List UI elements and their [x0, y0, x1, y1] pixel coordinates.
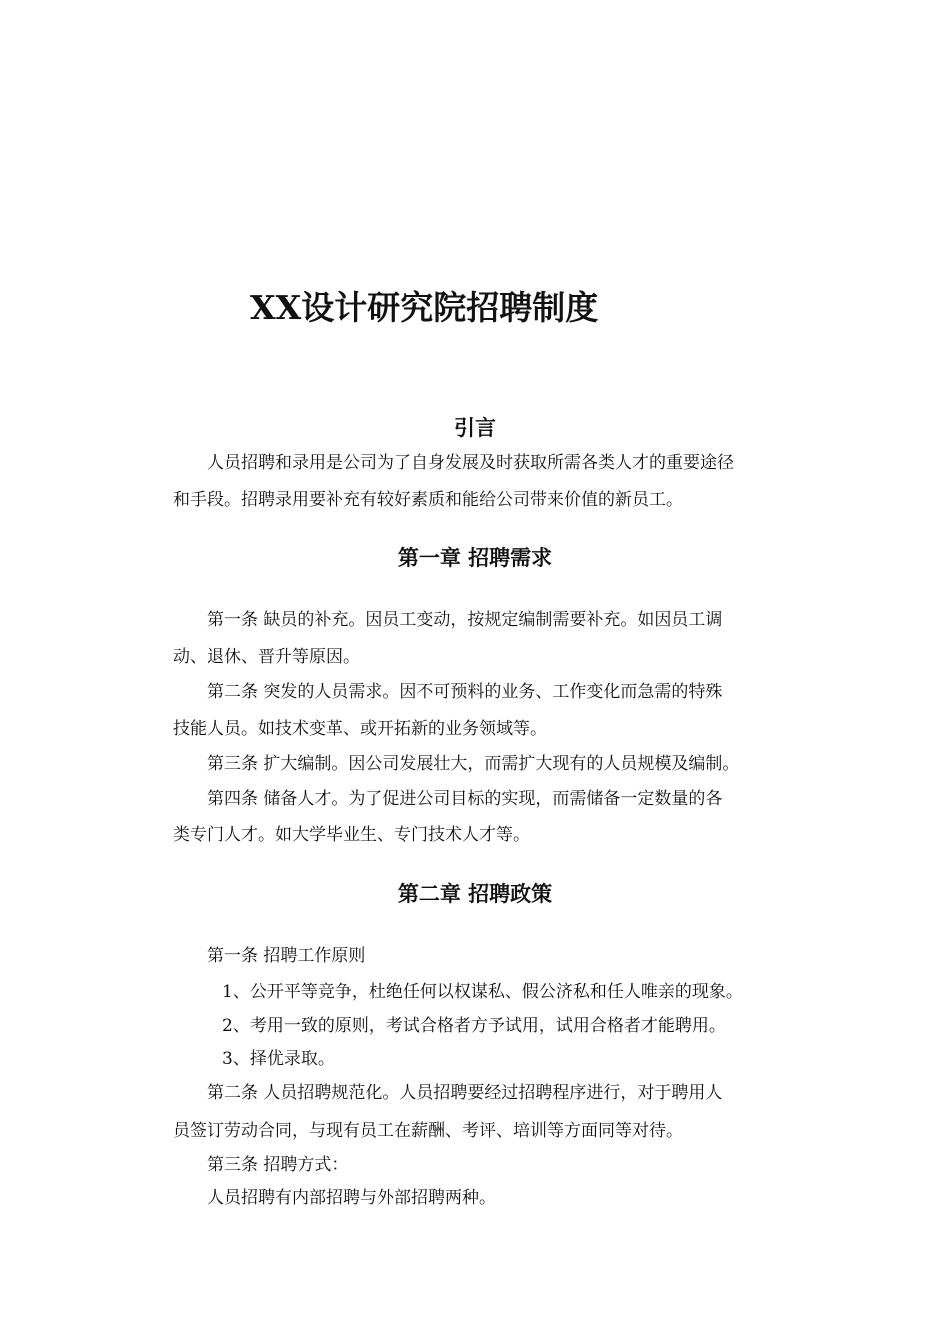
- chapter1-line: 第四条 储备人才。为了促进公司目标的实现，而需储备一定数量的各: [207, 789, 723, 809]
- chapter2-line: 第三条 招聘方式：: [207, 1155, 349, 1175]
- chapter1-line: 动、退休、晋升等原因。: [173, 647, 360, 667]
- intro-heading: 引言: [454, 415, 496, 440]
- chapter1-heading: 第一章 招聘需求: [397, 545, 553, 570]
- chapter2-line: 员签订劳动合同，与现有员工在薪酬、考评、培训等方面同等对待。: [173, 1121, 683, 1141]
- chapter1-line: 第一条 缺员的补充。因员工变动，按规定编制需要补充。如因员工调: [207, 610, 723, 630]
- chapter2-line: 第二条 人员招聘规范化。人员招聘要经过招聘程序进行，对于聘用人: [207, 1083, 723, 1103]
- chapter1-line: 类专门人才。如大学毕业生、专门技术人才等。: [173, 825, 530, 845]
- chapter2-heading: 第二章 招聘政策: [397, 881, 553, 906]
- chapter2-line: 1、公开平等竞争，杜绝任何以权谋私、假公济私和任人唯亲的现象。: [222, 982, 743, 1002]
- chapter1-line: 第三条 扩大编制。因公司发展壮大，而需扩大现有的人员规模及编制。: [207, 754, 740, 774]
- chapter1-line: 第二条 突发的人员需求。因不可预料的业务、工作变化而急需的特殊: [207, 682, 723, 702]
- chapter2-line: 第一条 招聘工作原则: [207, 946, 366, 966]
- chapter1-line: 技能人员。如技术变革、或开拓新的业务领域等。: [173, 719, 547, 739]
- document-title: XX设计研究院招聘制度: [250, 288, 599, 327]
- intro-line: 和手段。招聘录用要补充有较好素质和能给公司带来价值的新员工。: [173, 490, 683, 510]
- intro-line: 人员招聘和录用是公司为了自身发展及时获取所需各类人才的重要途径: [207, 453, 734, 473]
- chapter2-line: 人员招聘有内部招聘与外部招聘两种。: [207, 1188, 496, 1208]
- chapter2-line: 2、考用一致的原则，考试合格者方予试用，试用合格者才能聘用。: [222, 1016, 726, 1036]
- chapter2-line: 3、择优录取。: [222, 1049, 335, 1069]
